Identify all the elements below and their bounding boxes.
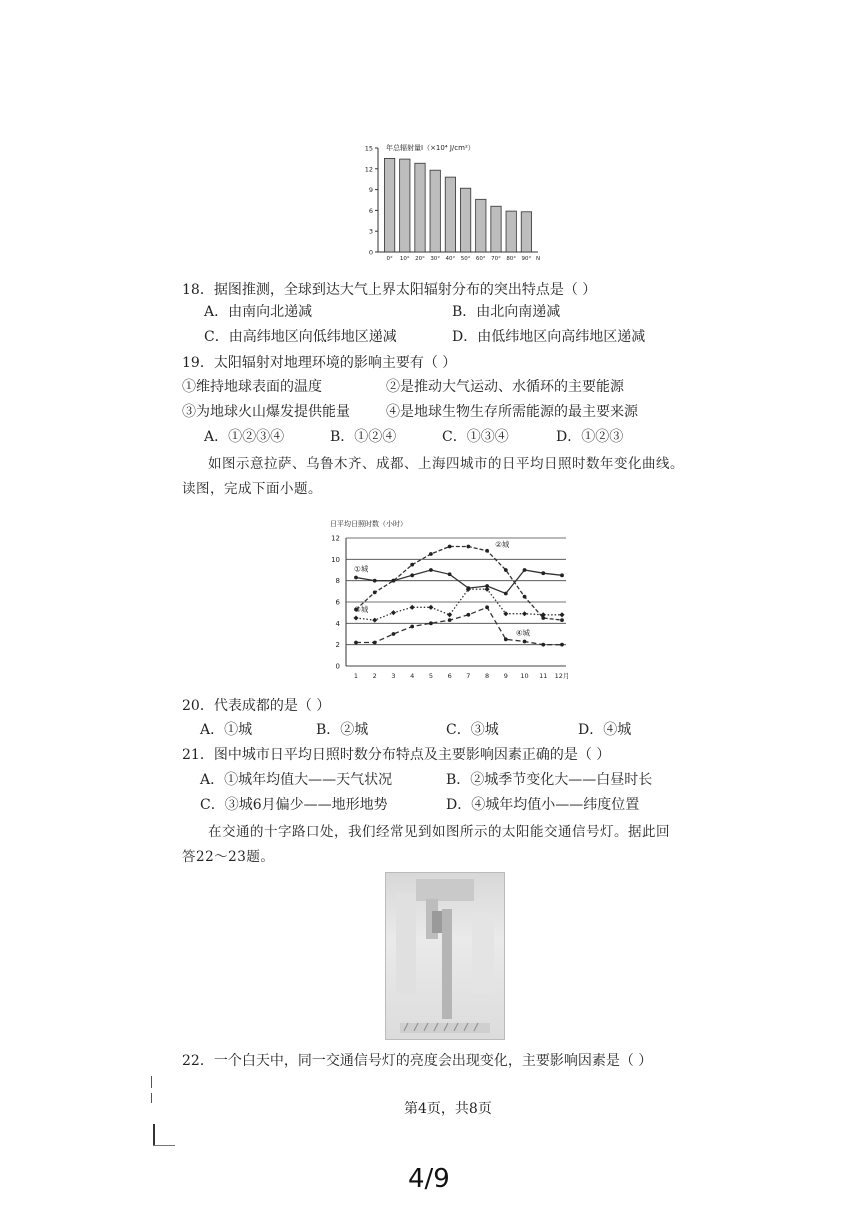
chart2-point (485, 549, 489, 553)
chart2-point (410, 605, 415, 610)
chart1-bar (460, 188, 470, 252)
chart1-y-tick-label: 15 (364, 144, 373, 153)
chart2-series-line (356, 607, 562, 644)
chart2-point (448, 618, 452, 622)
chart1-x-tick-label: 20° (415, 256, 425, 262)
chart2-point (466, 613, 470, 617)
sunshine-line-chart (324, 518, 574, 683)
chart2-point (429, 568, 433, 572)
question-18-option-a[interactable]: A．由南向北递减 (204, 304, 313, 320)
question-19-item-4: ④是地球生物生存所需能源的最主要来源 (386, 404, 638, 420)
page-indicator: 4/9 (408, 1164, 450, 1194)
chart2-point (410, 563, 414, 567)
chart2-point (541, 643, 545, 647)
chart2-point (504, 568, 508, 572)
chart2-point (504, 592, 508, 596)
chart2-y-tick-label: 0 (335, 662, 340, 671)
chart2-point (429, 621, 433, 625)
question-21-option-d[interactable]: D．④城年均值小——纬度位置 (446, 797, 640, 813)
chart2-x-tick-label: 1 (353, 672, 359, 680)
traffic-light-illustration (386, 873, 504, 1039)
chart2-point (429, 552, 433, 556)
chart2-y-tick-label: 6 (335, 598, 340, 607)
chart1-y-tick-label: 3 (368, 227, 373, 236)
chart1-x-unit: N (536, 256, 541, 262)
intro-22-23-line-1: 在交通的十字路口处，我们经常见到如图所示的太阳能交通信号灯。据此回 (208, 824, 670, 840)
question-20-option-c[interactable]: C．③城 (446, 722, 499, 738)
chart2-point (448, 572, 452, 576)
question-19-option-a[interactable]: A．①②③④ (204, 429, 285, 445)
chart2-point (410, 625, 414, 629)
chart2-x-tick-label: 10 (520, 672, 529, 680)
chart1-title: 年总辐射量I（×10⁴ J/cm²） (386, 144, 475, 152)
chart2-ylabel: 日平均日照时数（小时） (330, 520, 407, 528)
chart2-point (560, 643, 564, 647)
chart2-y-tick-label: 12 (331, 534, 340, 543)
chart2-series-label: ①城 (354, 564, 369, 574)
page-footer: 第4页，共8页 (404, 1101, 492, 1117)
question-20-option-d[interactable]: D．④城 (578, 722, 632, 738)
chart1-y-tick-label: 0 (368, 248, 373, 257)
chart1-bar (491, 206, 501, 252)
radiation-bar-chart (360, 140, 550, 265)
chart1-bar (476, 199, 486, 252)
chart2-point (560, 618, 564, 622)
chart2-x-tick-label: 7 (466, 672, 471, 680)
question-19-stem: 19．太阳辐射对地理环境的影响主要有（ ） (182, 355, 457, 371)
chart2-point (354, 576, 358, 580)
chart2-point (391, 610, 396, 615)
chart2-series-line (356, 547, 562, 621)
chart2-y-tick-label: 4 (335, 619, 340, 628)
chart2-point (372, 618, 377, 623)
chart1-x-tick-label: 30° (430, 256, 441, 262)
margin-mark (153, 1145, 175, 1146)
chart1-x-tick-label: 90° (521, 256, 532, 262)
question-20-stem: 20．代表成都的是（ ） (182, 698, 331, 714)
chart1-bar (400, 159, 410, 252)
chart2-point (560, 573, 564, 577)
chart1-x-tick-label: 70° (491, 256, 501, 262)
question-18-option-c[interactable]: C．由高纬地区向低纬地区递减 (204, 329, 397, 345)
chart1-x-tick-label: 60° (475, 256, 486, 262)
intro-22-23-line-2: 答22～23题。 (182, 849, 275, 865)
chart1-y-tick-label: 12 (364, 165, 373, 174)
question-20-option-b[interactable]: B．②城 (316, 722, 369, 738)
question-22-stem: 22．一个白天中，同一交通信号灯的亮度会出现变化，主要影响因素是（ ） (182, 1053, 653, 1069)
chart2-point (523, 568, 527, 572)
chart1-bar (384, 158, 394, 252)
chart2-point (373, 641, 377, 645)
chart2-y-tick-label: 8 (335, 577, 340, 586)
chart1-bar (506, 211, 516, 252)
chart2-point (410, 573, 414, 577)
chart2-x-tick-label: 3 (391, 672, 396, 680)
question-21-option-a[interactable]: A．①城年均值大——天气状况 (200, 772, 393, 788)
chart2-series-line (356, 570, 562, 594)
chart2-point (448, 545, 452, 549)
chart1-x-tick-label: 0° (386, 256, 393, 262)
chart2-series-label: ③城 (354, 605, 369, 614)
chart2-x-tick-label: 11 (539, 672, 548, 680)
chart2-point (522, 611, 527, 616)
chart2-point (353, 615, 358, 620)
question-18-option-b[interactable]: B．由北向南递减 (452, 304, 561, 320)
chart2-point (392, 632, 396, 636)
chart2-point (523, 640, 527, 644)
chart1-y-tick-label: 9 (368, 186, 373, 195)
question-18-stem: 18．据图推测，全球到达大气上界太阳辐射分布的突出特点是（ ） (182, 282, 597, 298)
chart2-point (485, 587, 490, 592)
intro-20-21-line-1: 如图示意拉萨、乌鲁木齐、成都、上海四城市的日平均日照时数年变化曲线。 (208, 456, 684, 472)
chart2-point (373, 579, 377, 583)
chart2-point (428, 605, 433, 610)
question-19-item-1: ①维持地球表面的温度 (182, 379, 322, 395)
chart1-x-tick-label: 40° (445, 256, 456, 262)
intro-20-21-line-2: 读图，完成下面小题。 (182, 481, 322, 497)
chart2-point (541, 571, 545, 575)
question-21-option-b[interactable]: B．②城季节变化大——白昼时长 (446, 772, 653, 788)
solar-traffic-light-photo (385, 872, 505, 1040)
question-19-item-3: ③为地球火山爆发提供能量 (182, 404, 350, 420)
chart2-point (373, 591, 377, 595)
chart2-x-tick-label: 2 (372, 672, 377, 680)
question-19-item-2: ②是推动大气运动、水循环的主要能源 (386, 379, 624, 395)
question-20-option-a[interactable]: A．①城 (200, 722, 253, 738)
chart2-point (354, 641, 358, 645)
chart1-bar (430, 170, 440, 252)
chart2-point (392, 579, 396, 583)
chart2-y-tick-label: 2 (335, 641, 340, 650)
chart2-x-tick-label: 5 (428, 672, 433, 680)
chart1-x-tick-label: 80° (506, 256, 517, 262)
chart2-series-label: ④城 (515, 628, 531, 638)
chart2-point (523, 595, 527, 599)
chart1-bar (415, 163, 425, 252)
chart2-point (466, 545, 470, 549)
chart2-y-tick-label: 10 (331, 555, 340, 564)
chart2-x-tick-label: 9 (503, 672, 508, 680)
chart2-point (504, 637, 508, 641)
question-19-option-c[interactable]: C．①③④ (442, 429, 509, 445)
chart1-x-tick-label: 50° (460, 256, 471, 262)
chart1-x-tick-label: 10° (399, 256, 410, 262)
margin-mark (153, 1124, 155, 1146)
chart2-x-tick-label: 8 (485, 672, 490, 680)
margin-mark (151, 1076, 152, 1088)
chart2-point (559, 612, 564, 617)
chart2-x-tick-label: 6 (447, 672, 452, 680)
chart2-x-tick-label: 12月 (554, 672, 570, 680)
chart2-series-label: ②城 (495, 539, 510, 549)
question-21-option-c[interactable]: C．③城6月偏少——地形地势 (200, 797, 388, 813)
question-21-stem: 21．图中城市日平均日照时数分布特点及主要影响因素正确的是（ ） (182, 747, 611, 763)
chart1-bar (521, 212, 531, 252)
chart2-point (485, 605, 489, 609)
question-19-option-b[interactable]: B．①②④ (330, 429, 397, 445)
chart1-bar (445, 177, 455, 252)
chart2-point (447, 612, 452, 617)
chart1-y-tick-label: 6 (368, 206, 373, 215)
question-19-option-d[interactable]: D．①②③ (556, 429, 624, 445)
question-18-option-d[interactable]: D．由低纬地区向高纬地区递减 (452, 329, 646, 345)
chart2-series-line (356, 589, 562, 620)
margin-mark (151, 1093, 152, 1103)
chart2-x-tick-label: 4 (410, 672, 415, 680)
